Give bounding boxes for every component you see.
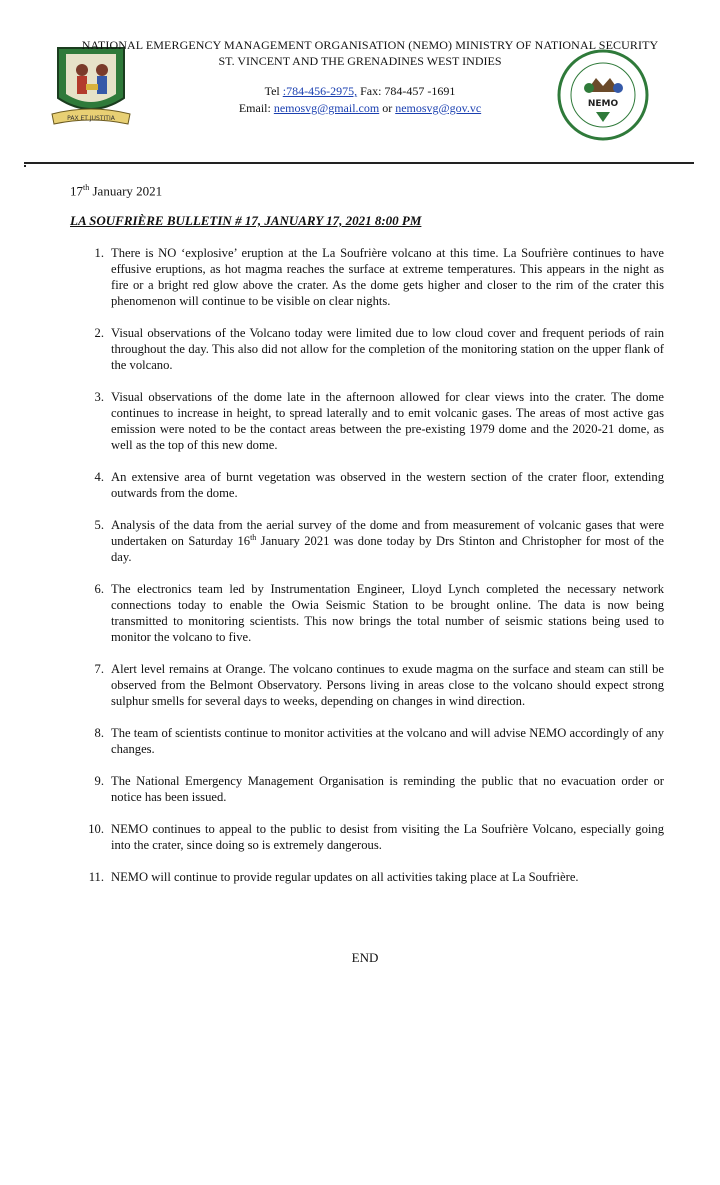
item-number: 2.: [94, 326, 104, 340]
contact-phone: [190, 84, 530, 99]
item-text-b: January 2021 was done today by Drs Stinton and Christopher for most of the day.: [111, 534, 664, 564]
country-line: ST. VINCENT AND THE GRENADINES WEST INDIES: [218, 54, 502, 68]
item-text: Visual observations of the Volcano today were limited due to low cloud cover and frequent periods of rain throughout the day. This also did not allow for the completion of the monitoring station on the upper flank of the volcano.: [111, 326, 664, 372]
bulletin-items: [84, 245, 664, 885]
nemo-logo-text: NEMO: [587, 99, 619, 109]
date-rest: January 2021: [89, 183, 163, 199]
date-suffix: th: [83, 183, 90, 192]
item-text: The team of scientists continue to monitor activities at the volcano and will advise NEMO accordingly of any changes.: [111, 726, 664, 756]
tel-label: Tel: [264, 84, 283, 98]
bulletin-item: [84, 517, 664, 565]
item-number: 9.: [94, 774, 104, 788]
bulletin-item: [84, 581, 664, 645]
item-text: The electronics team led by Instrumentation Engineer, Lloyd Lynch completed the necessary network connections today to enable the Owia Seismic Station to be brought online. The data is now being transmitted to monitoring scientists. This now brings the total number of seismic stations being used to monitor the volcano to five.: [111, 582, 664, 644]
item-text: The National Emergency Management Organisation is reminding the public that no evacuation order or notice has been issued.: [111, 774, 664, 804]
item-text-sup: th: [250, 532, 257, 542]
bulletin-item: [84, 725, 664, 757]
item-number: 3.: [94, 390, 104, 404]
header-divider: [24, 162, 694, 164]
bulletin-item: [84, 325, 664, 373]
fax-text: Fax: 784-457 -1691: [357, 84, 456, 98]
email-link-gmail[interactable]: nemosvg@gmail.com: [273, 101, 380, 115]
item-text: NEMO continues to appeal to the public to desist from visiting the La Soufrière Volcano, especially going into the crater, since doing so is extremely dangerous.: [111, 822, 664, 852]
bulletin-item: [84, 245, 664, 309]
item-number: 8.: [94, 726, 104, 740]
date-day: 17: [70, 183, 83, 199]
item-number: 11.: [88, 870, 104, 884]
item-text: An extensive area of burnt vegetation was observed in the western section of the crater floor, extending outwards from the dome.: [111, 470, 664, 500]
bulletin-item: [84, 821, 664, 853]
bulletin-item: [84, 389, 664, 453]
item-text: There is NO ‘explosive’ eruption at the La Soufrière volcano at this time. La Soufrière continues to have effusive eruptions, as hot magma reaches the surface at extreme temperatures. This appears in the night as fire or a bright red glow above the crater. As the dome gets higher and closer to the rim of the crater this phenomenon will continue to be visible on clear nights.: [111, 246, 664, 308]
divider-dot: [24, 165, 26, 167]
nemo-logo-icon: [556, 48, 650, 142]
email-or: or: [379, 101, 396, 115]
item-number: 4.: [94, 470, 104, 484]
coat-of-arms-icon: [48, 40, 134, 130]
org-name-line: NATIONAL EMERGENCY MANAGEMENT ORGANISATION (NEMO) MINISTRY OF NATIONAL SECURITY: [81, 38, 659, 52]
bulletin-item: [84, 869, 664, 885]
tel-link[interactable]: :784-456-2975,: [282, 84, 358, 98]
item-number: 6.: [94, 582, 104, 596]
item-text-a: Analysis of the data from the aerial survey of the dome and from measurement of volcanic gases that were undertaken on Saturday 16: [111, 518, 664, 548]
item-number: 7.: [94, 662, 104, 676]
item-text: NEMO will continue to provide regular updates on all activities taking place at La Soufrière.: [111, 870, 579, 884]
contact-email: [190, 101, 530, 116]
item-text: [111, 517, 664, 565]
end-marker: END: [351, 950, 379, 965]
bulletin-title: LA SOUFRIÈRE BULLETIN # 17, JANUARY 17, 2021 8:00 PM: [70, 213, 422, 228]
item-text: Alert level remains at Orange. The volcano continues to exude magma on the surface and steam can still be observed from the Belmont Observatory. Persons living in areas close to the volcano should expect strong sulphur smells for several days to weeks, depending on changes in wind direction.: [111, 662, 664, 708]
bulletin-item: [84, 661, 664, 709]
email-link-gov[interactable]: nemosvg@gov.vc: [395, 101, 482, 115]
email-label: Email:: [238, 101, 274, 115]
item-number: 10.: [88, 822, 104, 836]
item-number: 5.: [94, 518, 104, 532]
item-number: 1.: [94, 246, 104, 260]
bulletin-item: [84, 469, 664, 501]
item-text: Visual observations of the dome late in the afternoon allowed for clear views into the crater. The dome continues to increase in height, to spread laterally and to emit volcanic gases. The areas of most active gas emission were noted to be the contact areas between the pre-existing 1979 dome and the 2020-21 dome, as well as the top of this new dome.: [111, 390, 664, 452]
seal-ribbon-text: PAX ET JUSTITIA: [67, 115, 115, 122]
bulletin-item: [84, 773, 664, 805]
bulletin-date: [70, 183, 162, 199]
